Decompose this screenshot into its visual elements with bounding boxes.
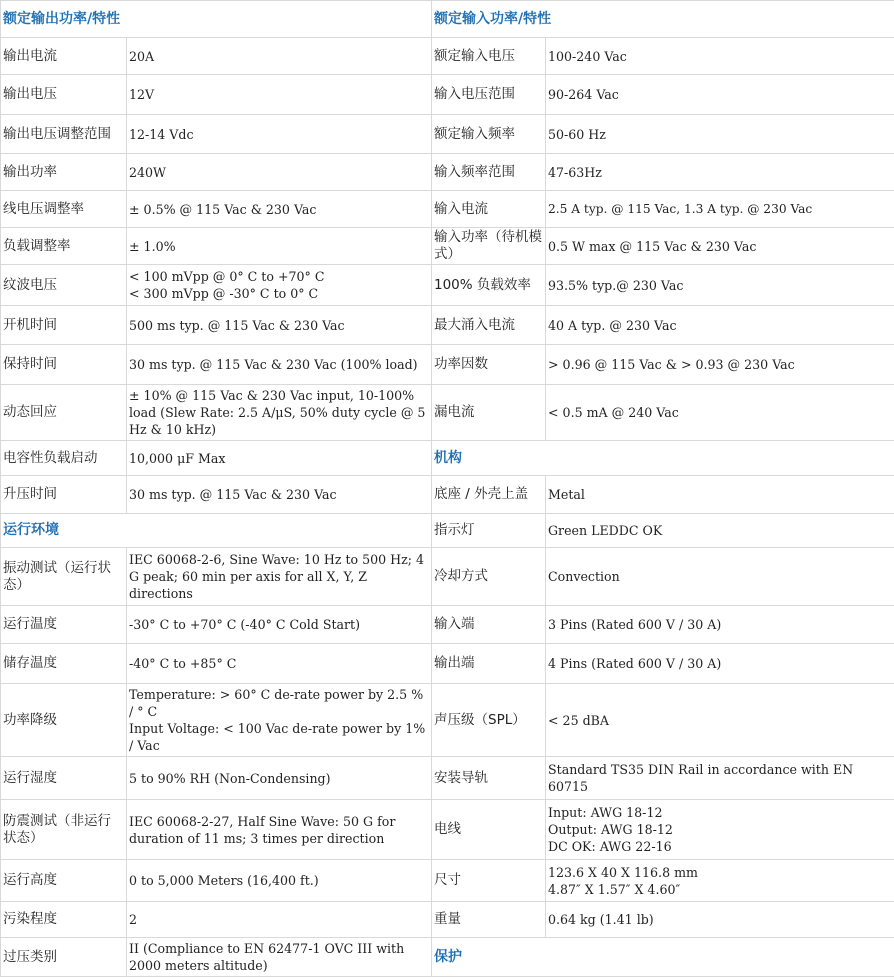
section-header-output: 额定输出功率/特性 (1, 1, 432, 38)
spec-label: 保持时间 (1, 345, 127, 385)
spec-value: -30° C to +70° C (-40° C Cold Start) (127, 606, 432, 644)
spec-label: 开机时间 (1, 306, 127, 345)
table-row (1, 476, 894, 514)
table-row (1, 345, 894, 385)
spec-label: 输出功率 (1, 154, 127, 191)
table-row (1, 757, 894, 800)
table-row (1, 191, 894, 228)
spec-value: Temperature: > 60° C de-rate power by 2.5 % / ° C Input Voltage: < 100 Vac de-rate power by 1% / Vac (127, 684, 432, 757)
spec-label: 输出电流 (1, 38, 127, 75)
spec-label: 运行高度 (1, 860, 127, 902)
spec-value: ± 0.5% @ 115 Vac & 230 Vac (127, 191, 432, 228)
spec-label: 漏电流 (432, 385, 546, 441)
spec-label: 功率降级 (1, 684, 127, 757)
spec-value: 30 ms typ. @ 115 Vac & 230 Vac (127, 476, 432, 514)
spec-value: 12-14 Vdc (127, 115, 432, 154)
table-row (1, 644, 894, 684)
section-header-mechanical: 机构 (432, 441, 894, 476)
spec-value: II (Compliance to EN 62477-1 OVC III with 2000 meters altitude) (127, 938, 432, 977)
spec-label: 运行温度 (1, 606, 127, 644)
spec-label: 升压时间 (1, 476, 127, 514)
spec-value: Standard TS35 DIN Rail in accordance with EN 60715 (546, 757, 894, 800)
spec-value: 93.5% typ.@ 230 Vac (546, 265, 894, 306)
spec-label: 负载调整率 (1, 228, 127, 265)
spec-value: > 0.96 @ 115 Vac & > 0.93 @ 230 Vac (546, 345, 894, 385)
spec-value: 12V (127, 75, 432, 115)
spec-value: Convection (546, 548, 894, 606)
table-row (1, 154, 894, 191)
spec-label: 污染程度 (1, 902, 127, 938)
table-row (1, 306, 894, 345)
spec-value: 100-240 Vac (546, 38, 894, 75)
spec-value: 40 A typ. @ 230 Vac (546, 306, 894, 345)
spec-value: Green LEDDC OK (546, 514, 894, 548)
table-row (1, 441, 894, 476)
spec-label: 输入电压范围 (432, 75, 546, 115)
spec-value: -40° C to +85° C (127, 644, 432, 684)
spec-value: Metal (546, 476, 894, 514)
table-row (1, 800, 894, 860)
spec-label: 输出端 (432, 644, 546, 684)
table-row (1, 385, 894, 441)
spec-label: 功率因数 (432, 345, 546, 385)
spec-value: < 100 mVpp @ 0° C to +70° C < 300 mVpp @ -30° C to 0° C (127, 265, 432, 306)
table-row (1, 75, 894, 115)
spec-label: 安装导轨 (432, 757, 546, 800)
table-row (1, 684, 894, 757)
spec-label: 过压类别 (1, 938, 127, 977)
spec-value: ± 10% @ 115 Vac & 230 Vac input, 10-100% load (Slew Rate: 2.5 A/μS, 50% duty cycle @ 5 Hz & 10 kHz) (127, 385, 432, 441)
spec-value: 20A (127, 38, 432, 75)
spec-value: < 0.5 mA @ 240 Vac (546, 385, 894, 441)
spec-label: 底座 / 外壳上盖 (432, 476, 546, 514)
spec-value: 50-60 Hz (546, 115, 894, 154)
spec-label: 储存温度 (1, 644, 127, 684)
spec-label: 声压级（SPL） (432, 684, 546, 757)
spec-label: 输入功率（待机模式） (432, 228, 546, 265)
spec-label: 最大涌入电流 (432, 306, 546, 345)
spec-value: Input: AWG 18-12 Output: AWG 18-12 DC OK: AWG 22-16 (546, 800, 894, 860)
spec-value: 500 ms typ. @ 115 Vac & 230 Vac (127, 306, 432, 345)
table-row (1, 548, 894, 606)
section-header-protection: 保护 (432, 938, 894, 977)
spec-label: 电线 (432, 800, 546, 860)
spec-label: 指示灯 (432, 514, 546, 548)
section-header-input: 额定输入功率/特性 (432, 1, 894, 38)
spec-value: 240W (127, 154, 432, 191)
spec-label: 防震测试（非运行状态） (1, 800, 127, 860)
spec-value: 10,000 μF Max (127, 441, 432, 476)
spec-label: 运行湿度 (1, 757, 127, 800)
table-row (1, 514, 894, 548)
spec-label: 冷却方式 (432, 548, 546, 606)
spec-value: < 25 dBA (546, 684, 894, 757)
table-row (1, 606, 894, 644)
spec-label: 输入频率范围 (432, 154, 546, 191)
table-row (1, 902, 894, 938)
spec-value: 2.5 A typ. @ 115 Vac, 1.3 A typ. @ 230 Vac (546, 191, 894, 228)
spec-label: 动态回应 (1, 385, 127, 441)
table-row (1, 938, 894, 977)
spec-label: 线电压调整率 (1, 191, 127, 228)
table-row (1, 860, 894, 902)
spec-label: 额定输入电压 (432, 38, 546, 75)
spec-value: 90-264 Vac (546, 75, 894, 115)
spec-value: 4 Pins (Rated 600 V / 30 A) (546, 644, 894, 684)
spec-label: 输入电流 (432, 191, 546, 228)
spec-value: 0.64 kg (1.41 lb) (546, 902, 894, 938)
spec-value: 30 ms typ. @ 115 Vac & 230 Vac (100% load) (127, 345, 432, 385)
spec-value: IEC 60068-2-27, Half Sine Wave: 50 G for duration of 11 ms; 3 times per direction (127, 800, 432, 860)
spec-label: 尺寸 (432, 860, 546, 902)
table-row (1, 115, 894, 154)
spec-label: 重量 (432, 902, 546, 938)
spec-label: 输入端 (432, 606, 546, 644)
section-header-environment: 运行环境 (1, 514, 432, 548)
spec-value: 0 to 5,000 Meters (16,400 ft.) (127, 860, 432, 902)
table-row (1, 38, 894, 75)
spec-label: 振动测试（运行状态） (1, 548, 127, 606)
spec-label: 电容性负载启动 (1, 441, 127, 476)
spec-value: 5 to 90% RH (Non-Condensing) (127, 757, 432, 800)
spec-value: 2 (127, 902, 432, 938)
spec-value: 0.5 W max @ 115 Vac & 230 Vac (546, 228, 894, 265)
table-row (1, 1, 894, 38)
table-row (1, 228, 894, 265)
spec-label: 纹波电压 (1, 265, 127, 306)
spec-value: 3 Pins (Rated 600 V / 30 A) (546, 606, 894, 644)
spec-value: ± 1.0% (127, 228, 432, 265)
spec-value: IEC 60068-2-6, Sine Wave: 10 Hz to 500 Hz; 4 G peak; 60 min per axis for all X, Y, Z directions (127, 548, 432, 606)
spec-label: 额定输入频率 (432, 115, 546, 154)
spec-label: 输出电压 (1, 75, 127, 115)
table-row (1, 265, 894, 306)
spec-label: 100% 负载效率 (432, 265, 546, 306)
spec-value: 47-63Hz (546, 154, 894, 191)
spec-value: 123.6 X 40 X 116.8 mm 4.87″ X 1.57″ X 4.60″ (546, 860, 894, 902)
spec-label: 输出电压调整范围 (1, 115, 127, 154)
